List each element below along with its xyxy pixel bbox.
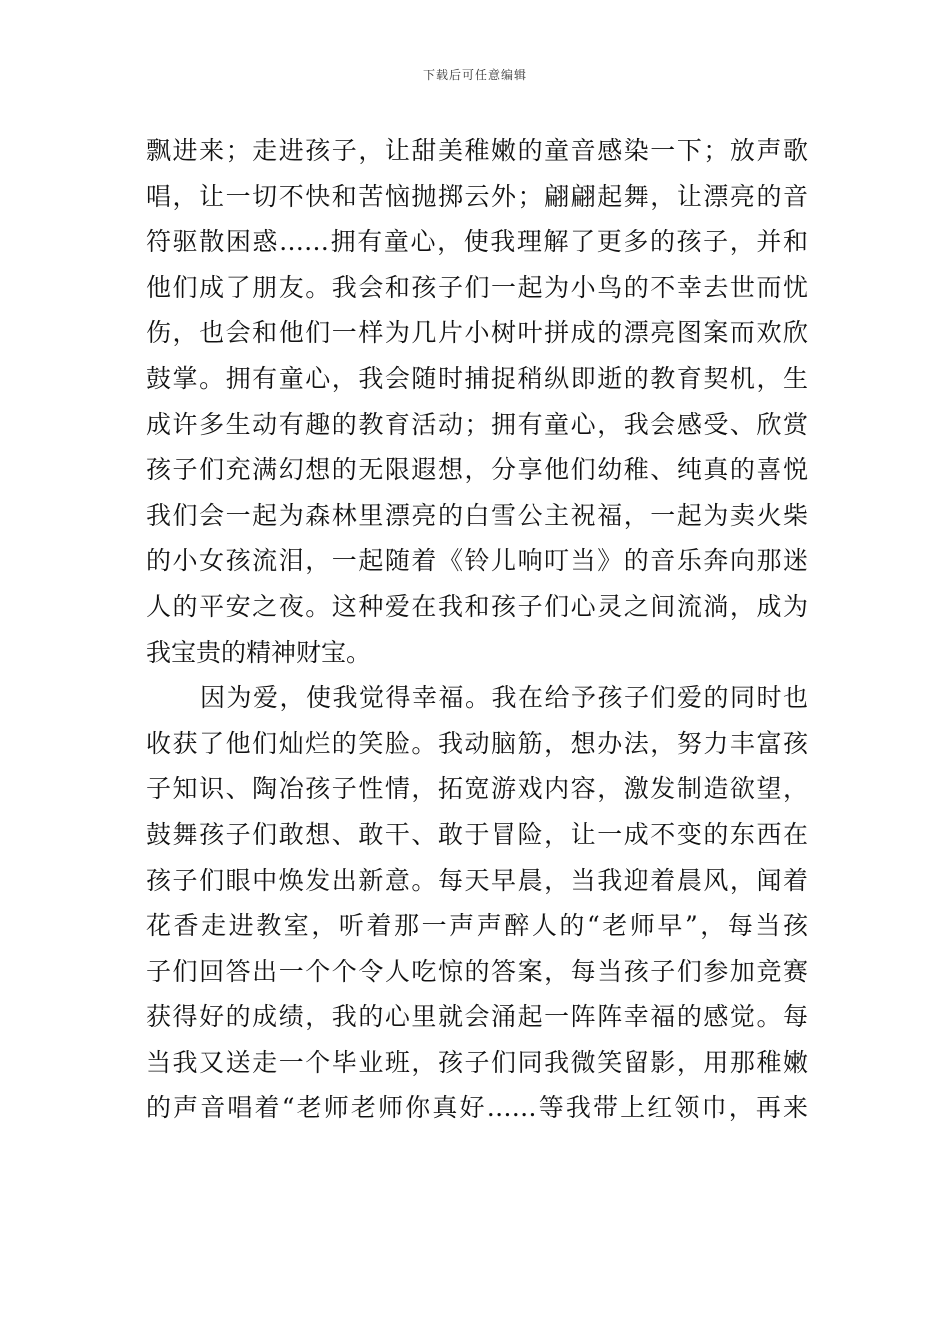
text-line: 花香走进教室，听着那一声声醉人的“老师早”，每当孩 [146, 911, 808, 941]
text-line: 符驱散困惑……拥有童心，使我理解了更多的孩子，并和 [146, 227, 808, 257]
text-line: 人的平安之夜。这种爱在我和孩子们心灵之间流淌，成为 [146, 591, 808, 621]
text-line: 伤，也会和他们一样为几片小树叶拼成的漂亮图案而欢欣 [146, 318, 808, 348]
text-line: 收获了他们灿烂的笑脸。我动脑筋，想办法，努力丰富孩 [146, 728, 808, 758]
text-line: 子知识、陶冶孩子性情，拓宽游戏内容，激发制造欲望， [146, 774, 808, 804]
text-line: 鼓掌。拥有童心，我会随时捕捉稍纵即逝的教育契机，生 [146, 363, 808, 393]
text-line: 的小女孩流泪，一起随着《铃儿响叮当》的音乐奔向那迷 [146, 546, 808, 576]
paragraph-end-line: 我宝贵的精神财宝。 [146, 637, 372, 667]
paragraph-start-line: 因为爱，使我觉得幸福。我在给予孩子们爱的同时也 [200, 683, 808, 713]
text-line: 他们成了朋友。我会和孩子们一起为小鸟的不幸去世而忧 [146, 272, 808, 302]
text-line: 孩子们充满幻想的无限遐想，分享他们幼稚、纯真的喜悦 [146, 455, 808, 485]
text-line: 鼓舞孩子们敢想、敢干、敢于冒险，让一成不变的东西在 [146, 819, 808, 849]
text-line: 获得好的成绩，我的心里就会涌起一阵阵幸福的感觉。每 [146, 1002, 808, 1032]
page-header-note: 下载后可任意编辑 [422, 68, 527, 82]
text-line: 唱，让一切不快和苦恼抛掷云外；翩翩起舞，让漂亮的音 [146, 181, 808, 211]
text-line: 成许多生动有趣的教育活动；拥有童心，我会感受、欣赏 [146, 409, 808, 439]
text-line: 的声音唱着“老师老师你真好……等我带上红领巾，再来 [146, 1093, 808, 1123]
text-line: 子们回答出一个个令人吃惊的答案，每当孩子们参加竞赛 [146, 956, 808, 986]
text-line: 当我又送走一个毕业班，孩子们同我微笑留影，用那稚嫩 [146, 1047, 808, 1077]
text-line: 飘进来；走进孩子，让甜美稚嫩的童音感染一下；放声歌 [146, 136, 808, 165]
text-line: 孩子们眼中焕发出新意。每天早晨，当我迎着晨风，闻着 [146, 865, 808, 895]
document-body [146, 128, 808, 1131]
text-line: 我们会一起为森林里漂亮的白雪公主祝福，一起为卖火柴 [146, 500, 808, 530]
